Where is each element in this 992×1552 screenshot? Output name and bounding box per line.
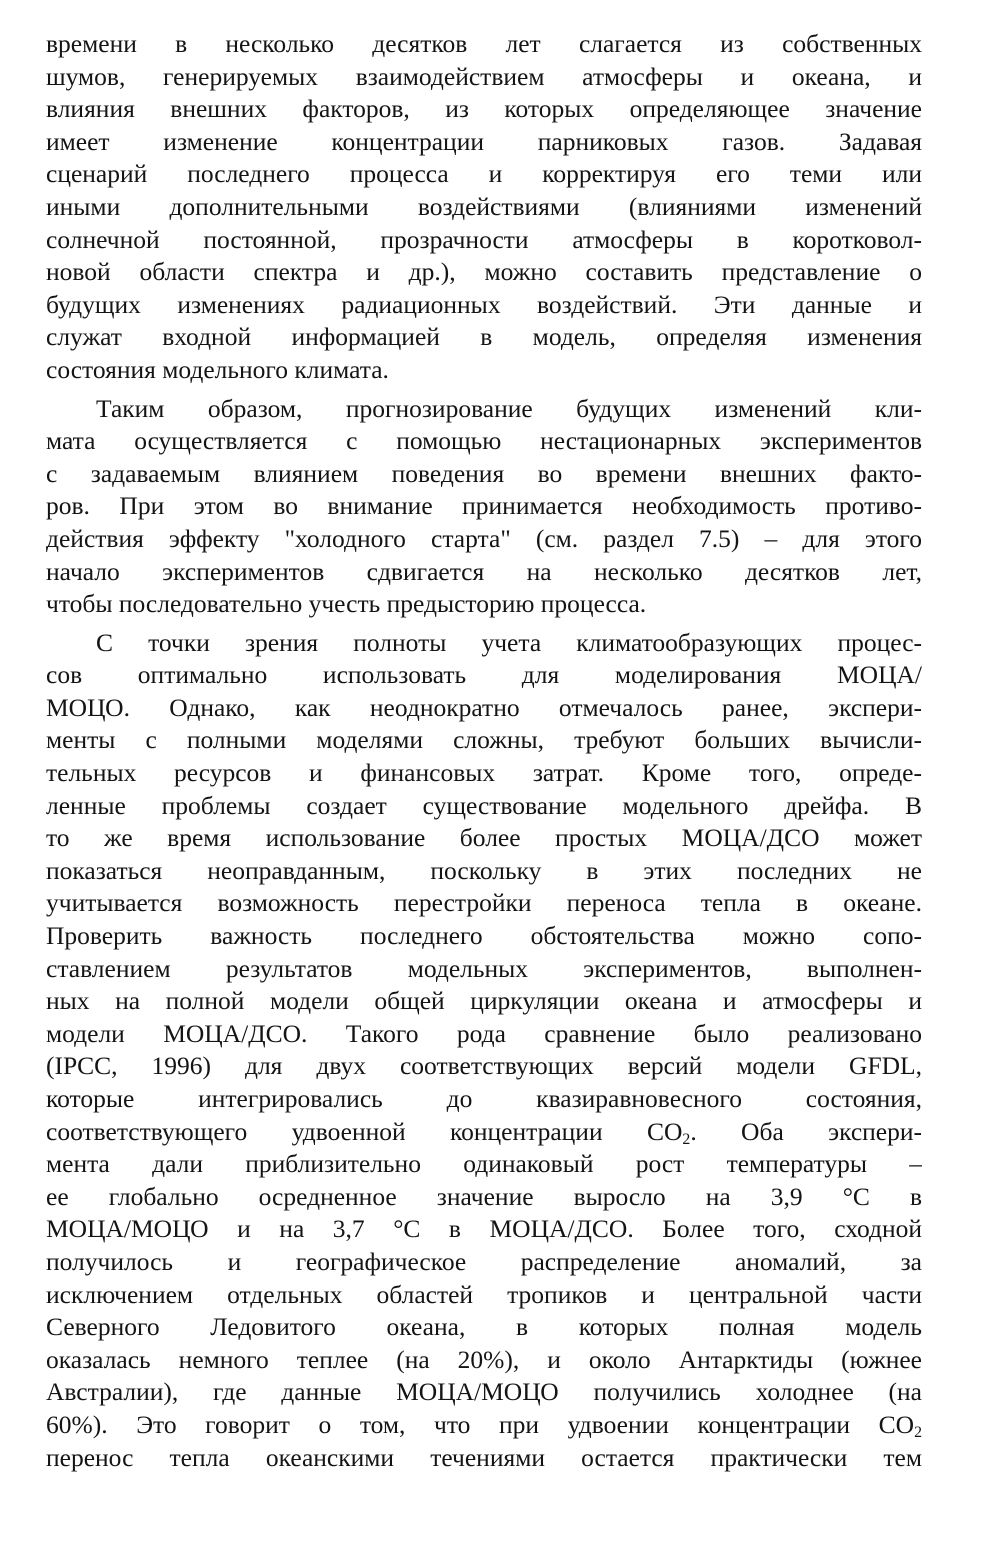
text-line: мата осуществляется с помощью нестационарных экспериментов [46, 426, 922, 456]
text-line: получилось и географическое распределение аномалий, за [46, 1246, 922, 1276]
text-line: оказалась немного теплее (на 20%), и около Антарктиды (южнее [46, 1344, 922, 1374]
paragraph-1 [46, 28, 922, 387]
text-line: Проверить важность последнего обстоятельства можно сопо- [46, 921, 922, 951]
text-line: имеет изменение концентрации парниковых газов. Задавая [46, 126, 922, 156]
text-line: начало экспериментов сдвигается на несколько десятков лет, [46, 556, 922, 586]
text-line: сов оптимально использовать для моделирования МОЦА/ [46, 660, 922, 690]
text-line: перенос тепла океанскими течениями остается практически тем [46, 1442, 922, 1472]
text-line: 60%). Это говорит о том, что при удвоении концентрации $CO_2$ [46, 1409, 922, 1441]
text-line: будущих изменениях радиационных воздействий. Эти данные и [46, 289, 922, 319]
text-line: ных на полной модели общей циркуляции океана и атмосферы и [46, 986, 922, 1016]
text-line: ставлением результатов модельных экспериментов, выполнен- [46, 953, 922, 983]
text-line: новой области спектра и др.), можно составить представление о [46, 257, 922, 287]
text-line: времени в несколько десятков лет слагается из собственных [46, 29, 922, 58]
text-line: Таким образом, прогнозирование будущих изменений кли- [96, 393, 922, 423]
text-line: шумов, генерируемых взаимодействием атмосферы и океана, и [46, 61, 922, 91]
text-line: мента дали приблизительно одинаковый рост температуры – [46, 1149, 922, 1179]
text-line: иными дополнительными воздействиями (влияниями изменений [46, 191, 922, 221]
text-line: С точки зрения полноты учета климатообразующих процес- [96, 627, 922, 657]
text-line: Северного Ледовитого океана, в которых полная модель [46, 1312, 922, 1342]
text-line: тельных ресурсов и финансовых затрат. Кроме того, опреде- [46, 758, 922, 788]
text-line: учитывается возможность перестройки переноса тепла в океане. [46, 888, 922, 918]
text-line: исключением отдельных областей тропиков и центральной части [46, 1279, 922, 1309]
text-line: действия эффекту "холодного старта" (см. раздел 7.5) – для этого [46, 523, 922, 553]
document-page [46, 28, 922, 1474]
text-line: Австралии), где данные МОЦА/МОЦО получились холоднее (на [46, 1377, 922, 1407]
text-line: солнечной постоянной, прозрачности атмосферы в коротковол- [46, 224, 922, 254]
text-line: ров. При этом во внимание принимается необходимость противо- [46, 491, 922, 521]
text-line: ленные проблемы создает существование модельного дрейфа. В [46, 790, 922, 820]
paragraph-3 [46, 627, 922, 1474]
paragraph-2 [46, 393, 922, 621]
text-line: показаться неоправданным, поскольку в этих последних не [46, 855, 922, 885]
text-line: МОЦО. Однако, как неоднократно отмечалось ранее, экспери- [46, 692, 922, 722]
text-line: которые интегрировались до квазиравновесного состояния, [46, 1084, 922, 1113]
text-line: с задаваемым влиянием поведения во времени внешних факто- [46, 458, 922, 488]
text-line: соответствующего удвоенной концентрации $CO_2$. Оба экспери- [46, 1116, 922, 1148]
text-line: модели МОЦА/ДСО. Такого рода сравнение было реализовано [46, 1018, 922, 1048]
text-line: ее глобально осредненное значение выросло на 3,9 °С в [46, 1181, 922, 1211]
text-line: (IPCC, 1996) для двух соответствующих версий модели GFDL, [46, 1051, 922, 1081]
text-line: МОЦА/МОЦО и на 3,7 °С в МОЦА/ДСО. Более того, сходной [46, 1214, 922, 1244]
text-line: служат входной информацией в модель, определяя изменения [46, 322, 922, 352]
text-line: сценарий последнего процесса и корректируя его теми или [46, 159, 922, 189]
text-line: состояния модельного климата. [46, 354, 389, 384]
text-line: менты с полными моделями сложны, требуют больших вычисли- [46, 725, 922, 755]
text-line: влияния внешних факторов, из которых определяющее значение [46, 94, 922, 124]
text-line: то же время использование более простых МОЦА/ДСО может [46, 823, 922, 853]
text-line: чтобы последовательно учесть предысторию процесса. [46, 589, 647, 619]
